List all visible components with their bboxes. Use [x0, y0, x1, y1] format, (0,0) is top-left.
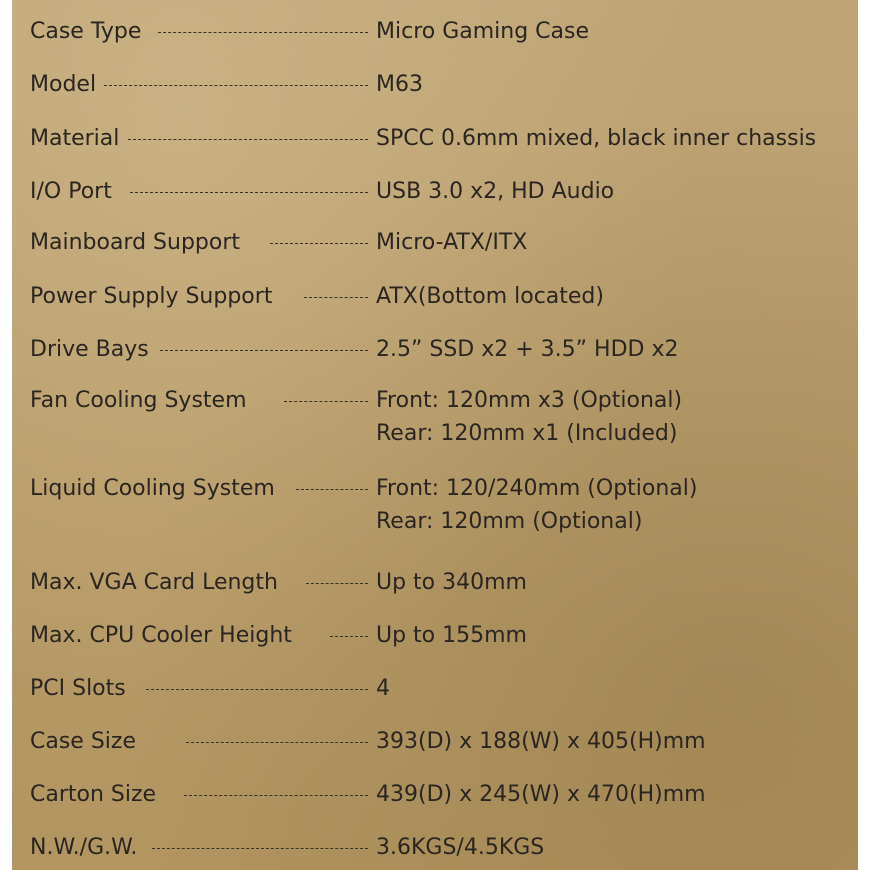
spec-value: Up to 155mm [376, 623, 527, 648]
spec-label: Case Size [30, 729, 136, 754]
dotted-leader [296, 489, 368, 490]
spec-label: I/O Port [30, 179, 112, 204]
spec-value: Micro-ATX/ITX [376, 230, 528, 255]
spec-value: SPCC 0.6mm mixed, black inner chassis [376, 126, 817, 151]
spec-value: Front: 120mm x3 (Optional) [376, 388, 683, 413]
spec-value: 4 [376, 676, 390, 701]
dotted-leader [158, 32, 368, 33]
spec-value: 393(D) x 188(W) x 405(H)mm [376, 729, 706, 754]
dotted-leader [284, 401, 368, 402]
dotted-leader [306, 583, 368, 584]
spec-value: 439(D) x 245(W) x 470(H)mm [376, 782, 706, 807]
spec-value: Micro Gaming Case [376, 19, 590, 44]
spec-label: Liquid Cooling System [30, 476, 275, 501]
spec-value-secondary: Rear: 120mm x1 (Included) [376, 421, 678, 446]
spec-label: Carton Size [30, 782, 157, 807]
spec-label: Case Type [30, 19, 142, 44]
dotted-leader [152, 848, 368, 849]
spec-label: Mainboard Support [30, 230, 241, 255]
dotted-leader [130, 192, 368, 193]
dotted-leader [184, 795, 368, 796]
spec-value: 2.5” SSD x2 + 3.5” HDD x2 [376, 337, 679, 362]
spec-value: Front: 120/240mm (Optional) [376, 476, 698, 501]
spec-value: Up to 340mm [376, 570, 527, 595]
spec-value-secondary: Rear: 120mm (Optional) [376, 509, 643, 534]
dotted-leader [160, 350, 368, 351]
spec-value: ATX(Bottom located) [376, 284, 604, 309]
spec-label: Max. VGA Card Length [30, 570, 278, 595]
dotted-leader [186, 742, 368, 743]
dotted-leader [304, 297, 368, 298]
spec-label: Max. CPU Cooler Height [30, 623, 292, 648]
dotted-leader [330, 636, 368, 637]
spec-label: N.W./G.W. [30, 835, 138, 860]
spec-label: PCI Slots [30, 676, 126, 701]
spec-sheet-panel [12, 0, 858, 870]
spec-label: Model [30, 72, 97, 97]
spec-value: 3.6KGS/4.5KGS [376, 835, 545, 860]
spec-label: Material [30, 126, 120, 151]
spec-label: Fan Cooling System [30, 388, 247, 413]
spec-value: M63 [376, 72, 423, 97]
dotted-leader [104, 85, 368, 86]
dotted-leader [270, 243, 368, 244]
dotted-leader [128, 139, 368, 140]
spec-label: Drive Bays [30, 337, 149, 362]
dotted-leader [146, 689, 368, 690]
spec-value: USB 3.0 x2, HD Audio [376, 179, 615, 204]
spec-label: Power Supply Support [30, 284, 273, 309]
